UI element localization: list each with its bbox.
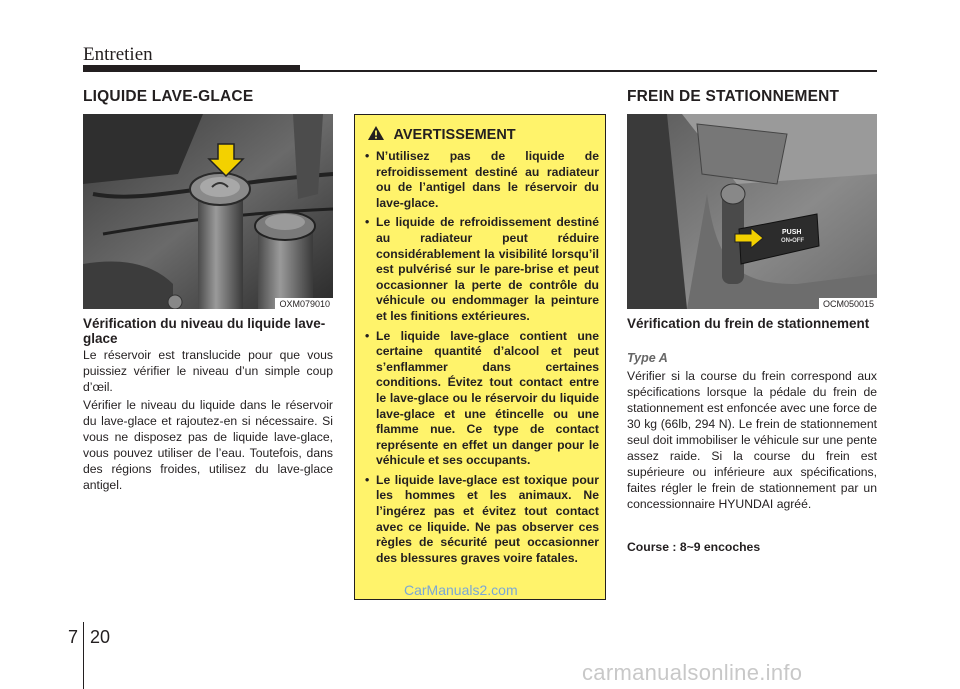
chapter-title: Entretien bbox=[83, 44, 153, 65]
warning-item-text: Le liquide lave-glace contient une certaine quantité d’alcool et peut s’enflammer dans certaines conditions. Évitez tout contact entre le lave-glace ou le réservoir du liquide lave-glace et une étincelle ou une flamme nue. Ce type de contact représente en effet un danger pour le véhicule et ses occupants. bbox=[376, 328, 599, 468]
washer-reservoir-photo bbox=[83, 114, 333, 309]
course-spec: Course : 8~9 encoches bbox=[627, 540, 761, 554]
footer-watermark: carmanualsonline.info bbox=[582, 660, 803, 685]
warning-box bbox=[354, 114, 606, 600]
bullet: • bbox=[365, 472, 370, 487]
paragraph-2: Vérifier le niveau du liquide dans le réservoir du lave-glace et rajoutez-en si nécessaire. Si vous ne disposez pas de liquide lave-glace, vous pouvez utiliser de l’eau. Toutefois, dans des régions froides, utilisez du lave-glace antigel. bbox=[83, 398, 333, 492]
bullet: • bbox=[365, 328, 370, 343]
pedal-label-partial: PUSH bbox=[782, 229, 802, 236]
svg-text:ON•OFF: ON•OFF bbox=[781, 238, 805, 244]
section-title-parking-brake: FREIN DE STATIONNEMENT bbox=[627, 88, 840, 105]
engine-bay-illustration bbox=[83, 114, 333, 309]
bullet: • bbox=[365, 149, 370, 163]
warning-title: AVERTISSEMENT bbox=[393, 127, 516, 143]
footer-divider bbox=[83, 622, 84, 689]
warning-header bbox=[367, 125, 516, 144]
chapter-number: 7 bbox=[68, 627, 79, 647]
warning-item-text: N’utilisez pas de liquide de refroidissement destiné au radiateur ou de l’antigel dans le réservoir du lave-glace. bbox=[376, 149, 599, 210]
warning-item-text: Le liquide de refroidissement destiné au radiateur peut réduire considérablement la visibilité lorsqu’il est pulvérisé sur le pare-brise et peut occasionner la perte de contrôle du véhicule ou endommager la peinture et les finitions extérieures. bbox=[376, 215, 599, 323]
warning-list bbox=[355, 149, 605, 570]
warning-item bbox=[355, 329, 605, 469]
bullet: • bbox=[365, 215, 370, 230]
watermark-text: CarManuals2.com bbox=[404, 582, 518, 598]
page-number: 20 bbox=[90, 627, 111, 647]
warning-triangle-icon bbox=[367, 125, 385, 141]
warning-item-text: Le liquide lave-glace est toxique pour les hommes et les animaux. Ne l’ingérez pas et évitez tout contact avec ce liquide. Ne pas observer ces règles de sécurité peut occasionner des blessures graves voire fatales. bbox=[376, 472, 599, 565]
header-rule-thick bbox=[83, 65, 300, 72]
section-title-washer-fluid: LIQUIDE LAVE-GLACE bbox=[83, 88, 254, 105]
subheading-washer-check: Vérification du niveau du liquide lave-glace bbox=[83, 316, 326, 346]
parking-brake-photo bbox=[627, 114, 877, 309]
photo-caption: OXM079010 bbox=[275, 298, 333, 309]
photo-caption: OCM050015 bbox=[819, 298, 877, 309]
paragraph-1: Le réservoir est translucide pour que vous puissiez vérifier le niveau d’un simple coup d’œil. bbox=[83, 348, 333, 394]
warning-item bbox=[355, 473, 605, 567]
warning-item bbox=[355, 149, 605, 211]
header-rule-thin bbox=[300, 70, 877, 72]
warning-item bbox=[355, 215, 605, 324]
type-label: Type A bbox=[627, 351, 668, 365]
brake-paragraph: Vérifier si la course du frein correspond aux spécifications lorsque la pédale du frein de stationnement est enfoncée avec une force de 30 kg (66lb, 294 N). Le frein de stationnement seul doit immobiliser le véhicule sur une pente assez raide. Si la course du frein est supérieure ou inférieure aux spécifications, faites régler le frein de stationnement par un concessionnaire HYUNDAI agréé. bbox=[627, 369, 878, 511]
parking-brake-illustration bbox=[627, 114, 877, 309]
subheading-brake-check: Vérification du frein de stationnement bbox=[627, 316, 870, 331]
